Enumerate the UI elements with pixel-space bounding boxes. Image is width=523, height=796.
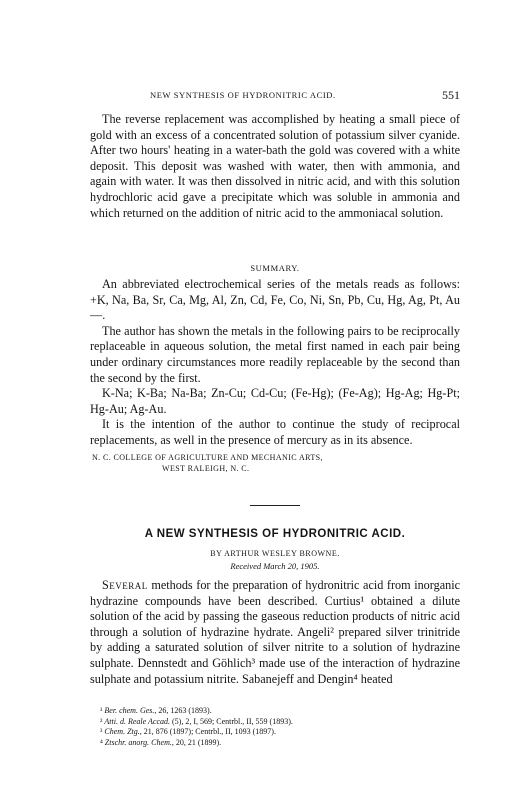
article-body-text: methods for the preparation of hydronitric acid from inorganic hydrazine compounds have been described. Curtius¹ obtained a dilute solution of the acid by passing the gaseous reduction products of nitric acid through a solution of hydrazine hydrate. Angeli² prepared silver trinitride by adding a saturated solution of silver nitrite to a solution of hydrazine sulphate. Dennstedt and Göhlich³ made use of the interaction of hydrazine sulphate and potassium nitrite. Sabanejeff and Dengin⁴ heated — [90, 578, 461, 686]
footnote-2: ² Atti. d. Reale Accad. (5), 2, I, 569; Centrbl., II, 559 (1893). — [100, 716, 293, 726]
page-header — [90, 88, 460, 104]
footnote-3: ³ Chem. Ztg., 21, 876 (1897); Centrbl., II, 1093 (1897). — [100, 727, 276, 736]
summary-paragraph-1: An abbreviated electrochemical series of the metals reads as follows: +K, Na, Ba, Sr, Ca, Mg, Al, Zn, Cd, Fe, Co, Ni, Sn, Pb, Cu, Hg, Ag, Pt, Au—. — [90, 277, 460, 323]
footnote-4: ⁴ Ztschr. anorg. Chem., 20, 21 (1899). — [100, 737, 222, 747]
article-body — [90, 578, 460, 687]
replaceable-pairs: K-Na; K-Ba; Na-Ba; Zn-Cu; Cd-Cu; (Fe-Hg); (Fe-Ag); Hg-Ag; Hg-Pt; Hg-Au; Ag-Au. — [90, 386, 460, 416]
article-title: A NEW SYNTHESIS OF HYDRONITRIC ACID. — [144, 528, 406, 540]
summary-paragraph-2: The author has shown the metals in the following pairs to be reciprocally replaceable in aqueous solution, the metal first named in each pair being under ordinary circumstances more readily replaceable by the second than the second by the first. — [90, 323, 460, 385]
received-date: Received March 20, 1905. — [230, 561, 320, 571]
affiliation-line-1: N. C. COLLEGE OF AGRICULTURE AND MECHANIC ARTS, — [92, 452, 323, 462]
intro-paragraph: The reverse replacement was accomplished by heating a small piece of gold with an excess of a concentrated solution of potassium silver cyanide. After two hours' heating in a water-bath the gold was covered with a white deposit. This deposit was washed with water, then with ammonia, and again with water. It was then dissolved in nitric acid, and with this solution hydrochloric acid gave a precipitate which was soluble in ammonia and which returned on the addition of nitric acid to the ammoniacal solution. — [90, 112, 460, 220]
summary-heading: SUMMARY. — [250, 263, 300, 273]
running-title: NEW SYNTHESIS OF HYDRONITRIC ACID. — [150, 90, 336, 100]
lead-word: Several — [102, 578, 148, 592]
summary-section — [90, 258, 460, 474]
page-number: 551 — [442, 88, 460, 102]
footnote-1: ¹ Ber. chem. Ges., 26, 1263 (1893). — [100, 706, 212, 715]
article-paragraph — [90, 578, 460, 687]
affiliation — [90, 452, 460, 474]
summary-paragraph-4: It is the intention of the author to continue the study of reciprocal replacements, as well in the presence of mercury as in its absence. — [90, 417, 460, 447]
section-divider — [250, 505, 300, 506]
article-byline: BY ARTHUR WESLEY BROWNE. — [210, 549, 340, 558]
affiliation-line-2: WEST RALEIGH, N. C. — [162, 463, 250, 473]
intro-section — [90, 112, 460, 221]
footnotes — [100, 706, 460, 748]
